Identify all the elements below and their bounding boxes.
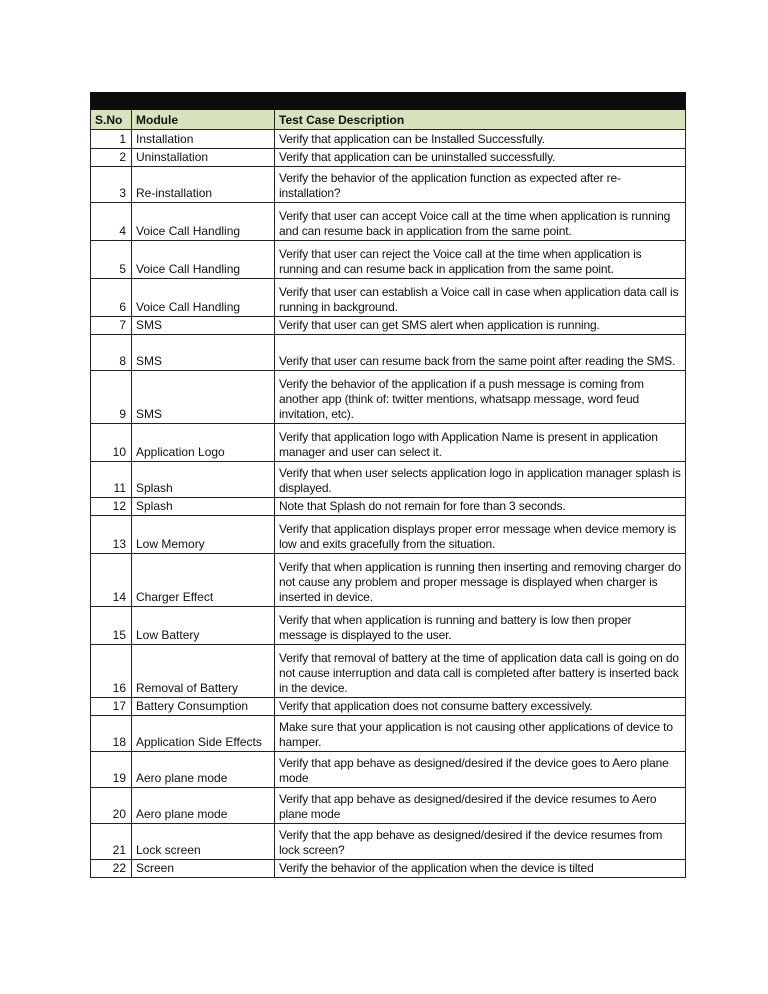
sno-cell: 8 xyxy=(91,335,132,371)
module-cell: Removal of Battery xyxy=(132,645,275,698)
module-cell: Aero plane mode xyxy=(132,788,275,824)
module-cell: Splash xyxy=(132,462,275,498)
table-row xyxy=(91,788,686,824)
module-cell: Screen xyxy=(132,860,275,878)
module-cell: Voice Call Handling xyxy=(132,241,275,279)
header-band-cell xyxy=(132,93,275,110)
module-cell: Voice Call Handling xyxy=(132,279,275,317)
table-row xyxy=(91,335,686,371)
sno-cell: 2 xyxy=(91,149,132,167)
header-band xyxy=(91,93,686,110)
module-cell: Charger Effect xyxy=(132,554,275,607)
sno-cell: 18 xyxy=(91,716,132,752)
table-row xyxy=(91,607,686,645)
module-cell: Re-installation xyxy=(132,167,275,203)
description-cell: Verify that removal of battery at the time of application data call is going on do not cause interruption and data call is completed after battery is inserted back in the device. xyxy=(275,645,686,698)
description-cell: Verify that application logo with Application Name is present in application manager and user can select it. xyxy=(275,424,686,462)
module-cell: Uninstallation xyxy=(132,149,275,167)
description-cell: Verify the behavior of the application when the device is tilted xyxy=(275,860,686,878)
description-cell: Verify that user can resume back from the same point after reading the SMS. xyxy=(275,335,686,371)
description-cell: Verify that when application is running then inserting and removing charger do not cause any problem and proper message is displayed when charger is inserted in device. xyxy=(275,554,686,607)
sno-cell: 1 xyxy=(91,130,132,149)
table-row xyxy=(91,241,686,279)
table-row xyxy=(91,279,686,317)
sno-cell: 20 xyxy=(91,788,132,824)
description-cell: Verify that application displays proper error message when device memory is low and exits gracefully from the situation. xyxy=(275,516,686,554)
table-row xyxy=(91,317,686,335)
test-case-table-body xyxy=(91,93,686,878)
sno-cell: 6 xyxy=(91,279,132,317)
table-row xyxy=(91,716,686,752)
description-cell: Note that Splash do not remain for fore than 3 seconds. xyxy=(275,498,686,516)
table-row xyxy=(91,203,686,241)
sno-cell: 10 xyxy=(91,424,132,462)
sno-cell: 16 xyxy=(91,645,132,698)
sno-cell: 4 xyxy=(91,203,132,241)
module-cell: Installation xyxy=(132,130,275,149)
module-cell: Lock screen xyxy=(132,824,275,860)
description-cell: Verify that the app behave as designed/desired if the device resumes from lock screen? xyxy=(275,824,686,860)
module-cell: Application Logo xyxy=(132,424,275,462)
sno-cell: 19 xyxy=(91,752,132,788)
module-cell: Application Side Effects xyxy=(132,716,275,752)
description-cell: Verify that when user selects application logo in application manager splash is displayed. xyxy=(275,462,686,498)
description-cell: Verify that application can be uninstalled successfully. xyxy=(275,149,686,167)
test-case-table xyxy=(90,92,686,878)
table-header-row xyxy=(91,110,686,130)
sno-cell: 13 xyxy=(91,516,132,554)
sno-cell: 12 xyxy=(91,498,132,516)
header-band-cell xyxy=(275,93,686,110)
description-cell: Verify that user can reject the Voice call at the time when application is running and can resume back in application from the same point. xyxy=(275,241,686,279)
column-header-module: Module xyxy=(132,110,275,130)
module-cell: Aero plane mode xyxy=(132,752,275,788)
sno-cell: 7 xyxy=(91,317,132,335)
table-row xyxy=(91,149,686,167)
module-cell: Low Battery xyxy=(132,607,275,645)
module-cell: SMS xyxy=(132,371,275,424)
description-cell: Verify that user can accept Voice call at the time when application is running and can resume back in application from the same point. xyxy=(275,203,686,241)
table-row xyxy=(91,554,686,607)
sno-cell: 3 xyxy=(91,167,132,203)
table-row xyxy=(91,645,686,698)
sno-cell: 9 xyxy=(91,371,132,424)
sno-cell: 21 xyxy=(91,824,132,860)
test-case-document xyxy=(90,92,685,878)
module-cell: SMS xyxy=(132,335,275,371)
module-cell: Voice Call Handling xyxy=(132,203,275,241)
table-row xyxy=(91,167,686,203)
module-cell: Splash xyxy=(132,498,275,516)
table-row xyxy=(91,860,686,878)
description-cell: Verify that application does not consume battery excessively. xyxy=(275,698,686,716)
description-cell: Verify that when application is running and battery is low then proper message is displayed to the user. xyxy=(275,607,686,645)
description-cell: Make sure that your application is not causing other applications of device to hamper. xyxy=(275,716,686,752)
module-cell: Battery Consumption xyxy=(132,698,275,716)
table-row xyxy=(91,516,686,554)
table-row xyxy=(91,498,686,516)
description-cell: Verify that application can be Installed Successfully. xyxy=(275,130,686,149)
table-row xyxy=(91,698,686,716)
table-row xyxy=(91,371,686,424)
header-band-cell xyxy=(91,93,132,110)
table-row xyxy=(91,130,686,149)
table-row xyxy=(91,424,686,462)
table-row xyxy=(91,824,686,860)
sno-cell: 22 xyxy=(91,860,132,878)
description-cell: Verify that user can establish a Voice call in case when application data call is running in background. xyxy=(275,279,686,317)
description-cell: Verify the behavior of the application if a push message is coming from another app (think of: twitter mentions, whatsapp message, word feud invitation, etc). xyxy=(275,371,686,424)
table-row xyxy=(91,752,686,788)
sno-cell: 15 xyxy=(91,607,132,645)
column-header-sno: S.No xyxy=(91,110,132,130)
description-cell: Verify that app behave as designed/desired if the device goes to Aero plane mode xyxy=(275,752,686,788)
module-cell: Low Memory xyxy=(132,516,275,554)
module-cell: SMS xyxy=(132,317,275,335)
description-cell: Verify that app behave as designed/desired if the device resumes to Aero plane mode xyxy=(275,788,686,824)
sno-cell: 11 xyxy=(91,462,132,498)
sno-cell: 14 xyxy=(91,554,132,607)
description-cell: Verify that user can get SMS alert when application is running. xyxy=(275,317,686,335)
sno-cell: 5 xyxy=(91,241,132,279)
description-cell: Verify the behavior of the application function as expected after re-installation? xyxy=(275,167,686,203)
column-header-description: Test Case Description xyxy=(275,110,686,130)
sno-cell: 17 xyxy=(91,698,132,716)
table-row xyxy=(91,462,686,498)
